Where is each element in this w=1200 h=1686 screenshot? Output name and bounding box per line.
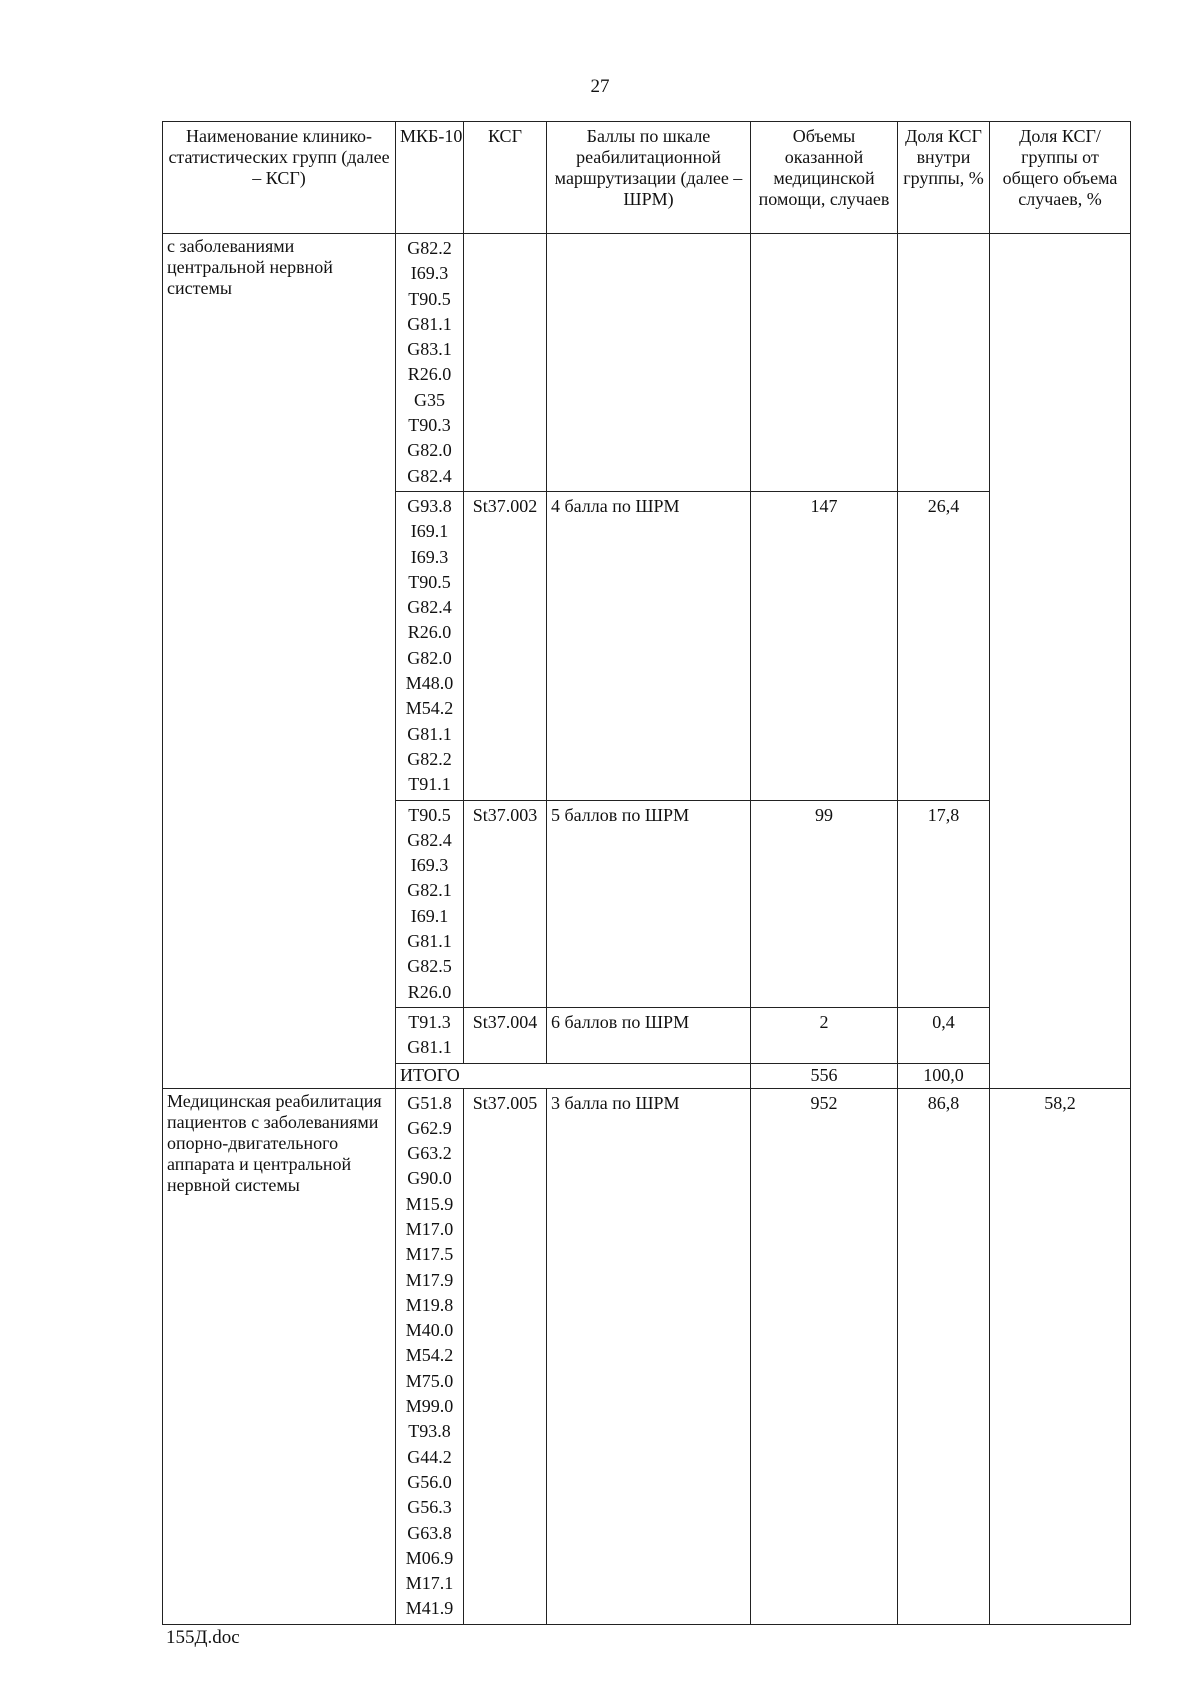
icd-code: I69.1: [410, 521, 449, 542]
icd-code: I69.1: [410, 905, 449, 926]
icd-code: G82.0: [407, 647, 452, 668]
icd-code: G82.5: [407, 956, 452, 977]
icd-code: M15.9: [405, 1193, 454, 1214]
ksg-cell: [464, 234, 547, 492]
icd-code: M17.1: [405, 1573, 454, 1594]
icd-code: G83.1: [407, 339, 452, 360]
icd-code: T90.5: [408, 804, 451, 825]
icd-code: G35: [414, 389, 445, 410]
icd-code: G56.0: [407, 1471, 452, 1492]
icd-code: T90.5: [408, 288, 451, 309]
icd-code: I69.3: [410, 855, 449, 876]
icd-code: M41.9: [405, 1598, 454, 1619]
icd-code: G81.1: [407, 1037, 452, 1058]
header-share-in-group: Доля КСГ внутри группы, %: [898, 122, 990, 234]
icd-code: G93.8: [407, 495, 452, 516]
icd-code: M17.0: [405, 1218, 454, 1239]
icd-codes: [396, 234, 464, 492]
volume-cell: [751, 234, 898, 492]
share-cell: 86,8: [898, 1088, 990, 1624]
icd-code: I69.3: [410, 546, 449, 567]
icd-code: M99.0: [405, 1396, 454, 1417]
icd-code: G62.9: [407, 1117, 452, 1138]
icd-code: M17.9: [405, 1269, 454, 1290]
icd-code: G63.8: [407, 1522, 452, 1543]
icd-code: R26.0: [407, 981, 452, 1002]
volume-cell: 2: [751, 1007, 898, 1063]
volume-cell: 99: [751, 800, 898, 1007]
group-name: Медицинская реабилитация пациентов с заболеваниями опорно-двигательного аппарата и центральной нервной системы: [163, 1088, 396, 1624]
icd-code: G44.2: [407, 1446, 452, 1467]
header-icd10: МКБ-10: [396, 122, 464, 234]
table-row: [163, 234, 1131, 492]
footer-filename: 155Д.doc: [166, 1627, 240, 1648]
icd-code: G82.4: [407, 829, 452, 850]
share-cell: 17,8: [898, 800, 990, 1007]
icd-code: R26.0: [407, 364, 452, 385]
volume-cell: 952: [751, 1088, 898, 1624]
icd-code: M75.0: [405, 1370, 454, 1391]
share-cell: 26,4: [898, 491, 990, 800]
score-cell: 5 баллов по ШРМ: [547, 800, 751, 1007]
score-cell: 6 баллов по ШРМ: [547, 1007, 751, 1063]
header-volume: Объемы оказанной медицинской помощи, случаев: [751, 122, 898, 234]
icd-code: T91.3: [408, 1011, 451, 1032]
icd-code: G82.2: [407, 238, 452, 258]
ksg-cell: St37.005: [464, 1088, 547, 1624]
icd-code: G90.0: [407, 1168, 452, 1189]
ksg-cell: St37.002: [464, 491, 547, 800]
header-group-name: Наименование клинико-статистических групп (далее – КСГ): [163, 122, 396, 234]
volume-cell: 147: [751, 491, 898, 800]
icd-code: G51.8: [407, 1092, 452, 1113]
icd-codes: [396, 800, 464, 1007]
header-ksg: КСГ: [464, 122, 547, 234]
icd-code: G82.0: [407, 440, 452, 461]
icd-code: T93.8: [408, 1421, 451, 1442]
score-cell: 4 балла по ШРМ: [547, 491, 751, 800]
icd-code: T91.1: [408, 774, 451, 795]
icd-code: G81.1: [407, 313, 452, 334]
header-share-total: Доля КСГ/группы от общего объема случаев, %: [990, 122, 1131, 234]
icd-code: M40.0: [405, 1320, 454, 1341]
header-score: Баллы по шкале реабилитационной маршрутизации (далее – ШРМ): [547, 122, 751, 234]
icd-code: T90.5: [408, 571, 451, 592]
score-cell: [547, 234, 751, 492]
icd-code: R26.0: [407, 622, 452, 643]
icd-code: M48.0: [405, 673, 454, 694]
icd-code: M54.2: [405, 698, 454, 719]
icd-code: G82.1: [407, 880, 452, 901]
icd-code: G81.1: [407, 931, 452, 952]
ksg-cell: St37.004: [464, 1007, 547, 1063]
total-volume: 556: [751, 1063, 898, 1088]
icd-codes: [396, 491, 464, 800]
icd-code: G82.4: [407, 465, 452, 486]
icd-code: G63.2: [407, 1143, 452, 1164]
total-share: 100,0: [898, 1063, 990, 1088]
group-name: с заболеваниями центральной нервной системы: [163, 234, 396, 1089]
icd-code: M19.8: [405, 1294, 454, 1315]
share-cell: [898, 234, 990, 492]
share-cell: 0,4: [898, 1007, 990, 1063]
score-cell: 3 балла по ШРМ: [547, 1088, 751, 1624]
icd-codes: [396, 1088, 464, 1624]
icd-code: G82.4: [407, 597, 452, 618]
icd-code: M17.5: [405, 1244, 454, 1265]
total-share-cell: 58,2: [990, 1088, 1131, 1624]
icd-code: M54.2: [405, 1345, 454, 1366]
ksg-cell: St37.003: [464, 800, 547, 1007]
icd-code: G56.3: [407, 1497, 452, 1518]
icd-codes: [396, 1007, 464, 1063]
ksg-table: [162, 121, 1131, 1625]
icd-code: M06.9: [405, 1547, 454, 1568]
icd-code: G82.2: [407, 748, 452, 769]
table-row: [163, 1088, 1131, 1624]
icd-code: I69.3: [410, 263, 449, 284]
total-share-cell: [990, 234, 1131, 1089]
icd-code: T90.3: [408, 415, 451, 436]
total-label: ИТОГО: [396, 1063, 751, 1088]
icd-code: G81.1: [407, 723, 452, 744]
header-row: [163, 122, 1131, 234]
page-number: 27: [590, 76, 610, 97]
